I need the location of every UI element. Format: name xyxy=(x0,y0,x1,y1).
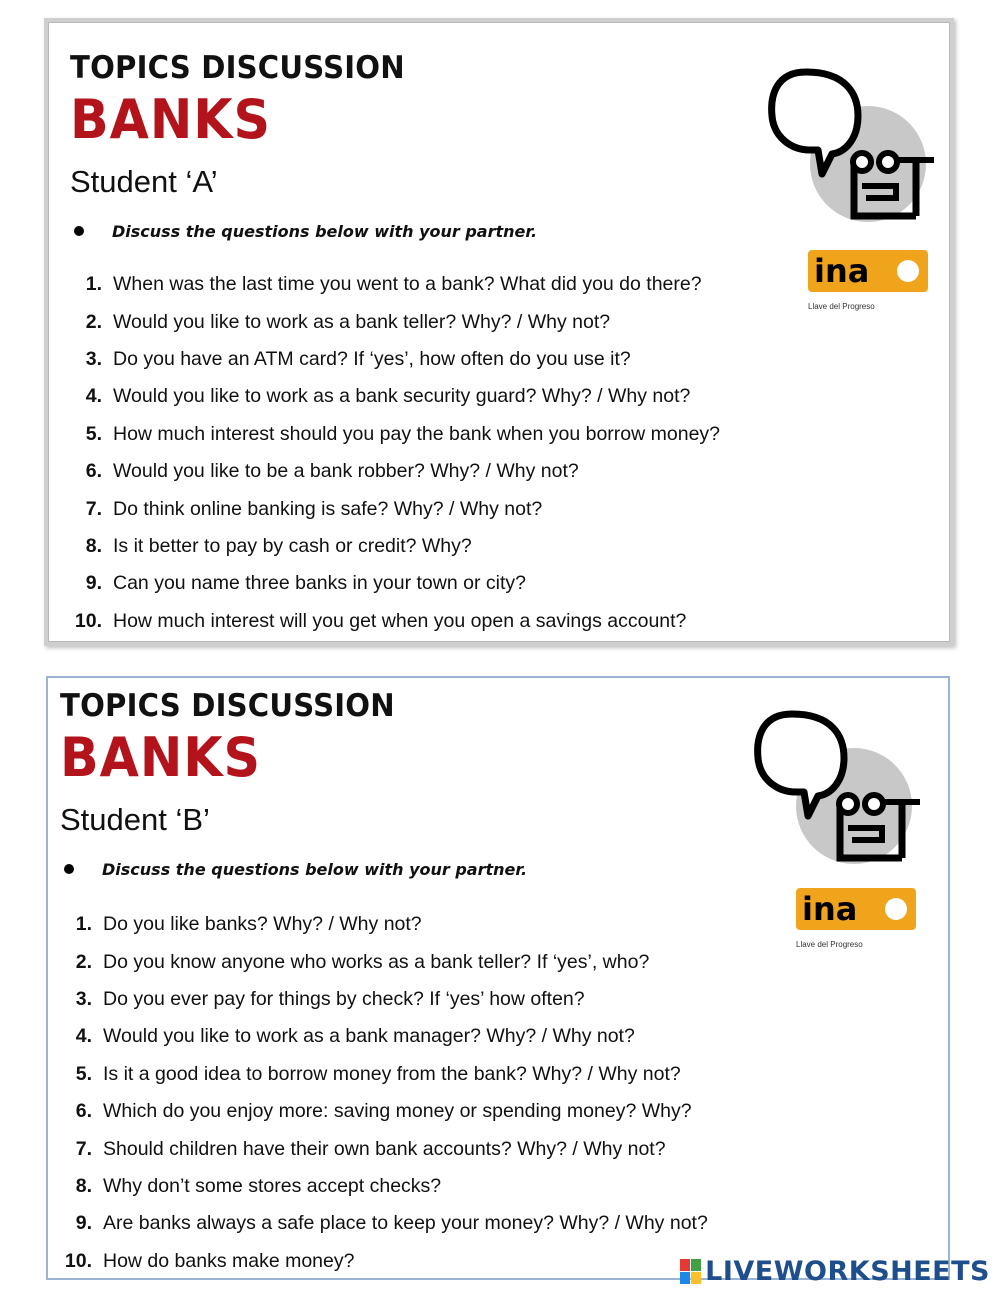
question-text: How do banks make money? xyxy=(103,1249,355,1272)
list-item xyxy=(62,603,720,640)
list-item xyxy=(62,378,720,415)
question-text: Can you name three banks in your town or city? xyxy=(113,572,526,595)
question-number: 3. xyxy=(85,347,102,370)
question-text: Do think online banking is safe? Why? / Why not? xyxy=(113,497,543,520)
ina-tagline: Llave del Progreso xyxy=(796,940,863,949)
question-text: Which do you enjoy more: saving money or spending money? Why? xyxy=(103,1100,692,1123)
page-title: BANKS xyxy=(70,88,272,151)
instruction-text: Discuss the questions below with your partner. xyxy=(112,222,538,241)
list-item xyxy=(62,416,720,453)
question-number: 6. xyxy=(75,1100,92,1123)
question-text: How much interest should you pay the bank when you borrow money? xyxy=(113,422,721,445)
list-item xyxy=(52,981,708,1018)
key-icon xyxy=(796,884,920,934)
list-item xyxy=(52,1130,708,1167)
list-item xyxy=(52,1168,708,1205)
ina-wordmark: ina xyxy=(814,252,870,290)
question-text: Do you ever pay for things by check? If ‘yes’ how often? xyxy=(103,987,585,1010)
question-text: Would you like to work as a bank teller? Why? / Why not? xyxy=(113,310,611,333)
question-text: Is it better to pay by cash or credit? Why? xyxy=(113,534,472,557)
question-list xyxy=(62,266,720,640)
student-label: Student ‘A’ xyxy=(70,164,218,199)
question-text: Do you like banks? Why? / Why not? xyxy=(103,913,422,936)
question-text: How much interest will you get when you open a savings account? xyxy=(113,609,687,632)
question-text: Would you like to be a bank robber? Why? / Why not? xyxy=(113,460,579,483)
question-number: 2. xyxy=(75,950,92,973)
question-number: 8. xyxy=(75,1174,92,1197)
discussion-head-icon xyxy=(766,66,938,230)
list-item xyxy=(62,490,720,527)
question-text: Why don’t some stores accept checks? xyxy=(103,1174,442,1197)
topics-heading: TOPICS DISCUSSION xyxy=(60,688,395,724)
question-text: Would you like to work as a bank manager? Why? / Why not? xyxy=(103,1025,635,1048)
list-item xyxy=(62,453,720,490)
question-text: Are banks always a safe place to keep your money? Why? / Why not? xyxy=(103,1212,708,1235)
card-student-a xyxy=(44,18,954,646)
ina-wordmark: ina xyxy=(802,890,858,928)
bullet-icon xyxy=(74,226,84,236)
question-number: 5. xyxy=(85,422,102,445)
list-item xyxy=(52,906,708,943)
list-item xyxy=(52,1093,708,1130)
question-number: 4. xyxy=(85,385,102,408)
question-number: 9. xyxy=(75,1212,92,1235)
list-item xyxy=(62,565,720,602)
page-title: BANKS xyxy=(60,726,262,789)
question-text: Do you have an ATM card? If ‘yes’, how often do you use it? xyxy=(113,347,631,370)
card-student-b xyxy=(46,676,950,1280)
question-number: 7. xyxy=(85,497,102,520)
question-list xyxy=(52,906,708,1280)
question-number: 7. xyxy=(75,1137,92,1160)
question-number: 1. xyxy=(85,273,102,296)
question-number: 5. xyxy=(75,1062,92,1085)
question-number: 4. xyxy=(75,1025,92,1048)
question-number: 2. xyxy=(85,310,102,333)
question-text: Is it a good idea to borrow money from the bank? Why? / Why not? xyxy=(103,1062,681,1085)
student-label: Student ‘B’ xyxy=(60,802,210,837)
liveworksheets-wordmark: LIVEWORKSHEETS xyxy=(705,1256,990,1287)
question-number: 3. xyxy=(75,987,92,1010)
liveworksheets-logo[interactable] xyxy=(680,1256,990,1287)
discussion-head-icon xyxy=(752,708,924,872)
list-item xyxy=(52,943,708,980)
question-number: 6. xyxy=(85,460,102,483)
question-number: 9. xyxy=(85,572,102,595)
question-text: Should children have their own bank accounts? Why? / Why not? xyxy=(103,1137,666,1160)
list-item xyxy=(62,528,720,565)
list-item xyxy=(52,1056,708,1093)
question-number: 10. xyxy=(64,1249,92,1272)
bullet-icon xyxy=(64,864,74,874)
ina-tagline: Llave del Progreso xyxy=(808,302,875,311)
question-text: Do you know anyone who works as a bank teller? If ‘yes’, who? xyxy=(103,950,650,973)
question-text: Would you like to work as a bank security guard? Why? / Why not? xyxy=(113,385,691,408)
question-number: 1. xyxy=(75,913,92,936)
question-text: When was the last time you went to a bank? What did you do there? xyxy=(113,273,702,296)
instruction-text: Discuss the questions below with your partner. xyxy=(102,860,528,879)
ina-logo xyxy=(808,246,932,311)
question-number: 10. xyxy=(74,609,102,632)
list-item xyxy=(62,341,720,378)
list-item xyxy=(62,303,720,340)
list-item xyxy=(52,1018,708,1055)
list-item xyxy=(52,1243,708,1280)
key-icon xyxy=(808,246,932,296)
list-item xyxy=(52,1205,708,1242)
list-item xyxy=(62,266,720,303)
question-number: 8. xyxy=(85,534,102,557)
ina-logo xyxy=(796,884,920,949)
liveworksheets-badge-icon xyxy=(680,1259,702,1285)
topics-heading: TOPICS DISCUSSION xyxy=(70,50,405,86)
